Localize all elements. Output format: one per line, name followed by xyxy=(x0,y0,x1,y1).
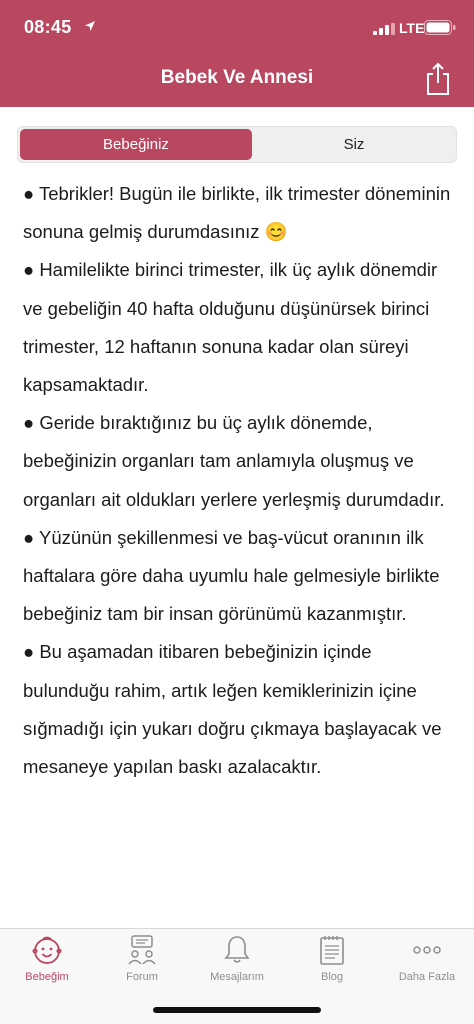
tab-label: Daha Fazla xyxy=(398,971,456,983)
content-paragraph: ● Geride bıraktığınız bu üç aylık dönemde, bebeğinizin organları tam anlamıyla oluşmuş ve organları ait oldukları yerlere yerleşmiş durumdadır. xyxy=(23,412,445,510)
tab-label: Blog xyxy=(320,971,344,983)
content-fade xyxy=(0,848,474,928)
network-label: LTE xyxy=(399,20,425,36)
segment-siz[interactable]: Siz xyxy=(343,136,365,153)
page-title: Bebek Ve Annesi xyxy=(160,67,314,88)
tab-label: Bebeğim xyxy=(25,971,69,983)
more-icon xyxy=(411,934,443,966)
share-icon xyxy=(424,62,452,96)
battery-icon xyxy=(424,20,456,35)
segmented-control xyxy=(17,126,457,163)
tab-label: Mesajlarım xyxy=(210,971,264,983)
location-arrow-icon xyxy=(84,20,96,32)
forum-icon xyxy=(126,934,158,966)
status-time: 08:45 xyxy=(24,17,72,37)
signal-icon xyxy=(373,23,395,35)
bell-icon xyxy=(221,934,253,966)
content-paragraph: ● Hamilelikte birinci trimester, ilk üç aylık dönemdir ve gebeliğin 40 hafta olduğunu düşünürsek birinci trimester, 12 haftanın sonuna kadar olan süreyi kapsamaktadır. xyxy=(23,259,438,396)
tab-mesajlarim[interactable] xyxy=(190,929,284,989)
tab-daha-fazla[interactable] xyxy=(380,929,474,989)
share-button[interactable] xyxy=(424,62,452,96)
tab-bebegim[interactable] xyxy=(0,929,94,989)
tab-blog[interactable] xyxy=(285,929,379,989)
status-bar xyxy=(0,0,474,56)
article-content[interactable] xyxy=(23,175,455,875)
app-header xyxy=(0,0,474,107)
content-paragraph: ● Yüzünün şekillenmesi ve baş-vücut oranının ilk haftalara göre daha uyumlu hale gelmesiyle birlikte bebeğiniz tam bir insan görünümü kazanmıştır. xyxy=(23,526,440,625)
baby-face-icon xyxy=(31,934,63,966)
notepad-icon xyxy=(316,934,348,966)
segment-bebeginiz[interactable]: Bebeğiniz xyxy=(20,129,252,160)
tab-forum[interactable] xyxy=(95,929,189,989)
home-indicator xyxy=(153,1007,321,1013)
content-paragraph: ● Tebrikler! Bugün ile birlikte, ilk trimester döneminin sonuna gelmiş durumdasınız 😊 xyxy=(23,183,451,243)
content-paragraph: ● Bu aşamadan itibaren bebeğinizin içinde bulunduğu rahim, artık leğen kemiklerinizin içine sığmadığı için yukarı doğru çıkmaya başlayacak ve mesaneye yapılan baskı azalacaktır. xyxy=(23,641,442,778)
tab-label: Forum xyxy=(126,971,158,983)
